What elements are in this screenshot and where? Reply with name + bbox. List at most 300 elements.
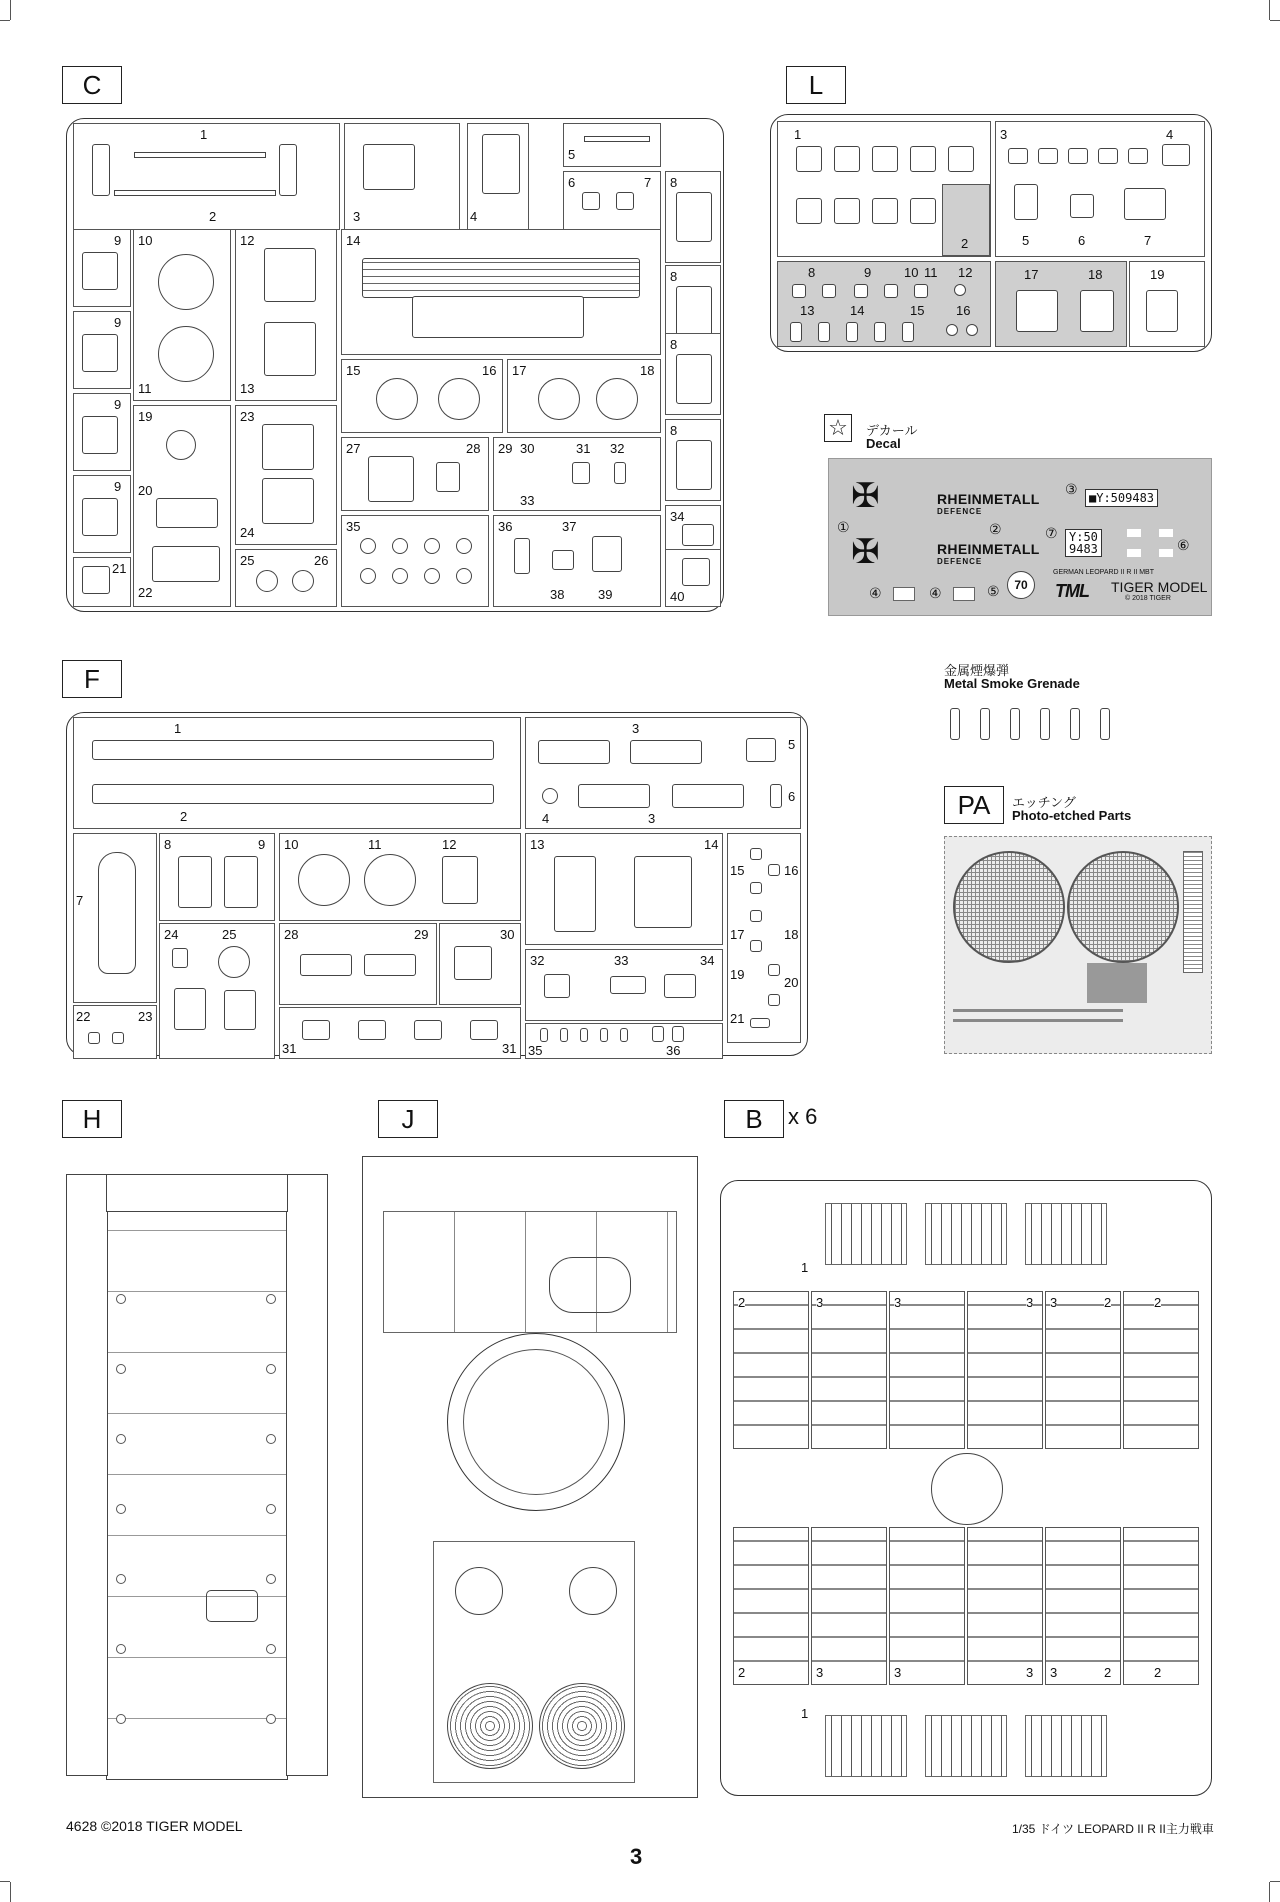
part-c35-roller	[424, 538, 440, 554]
sprue-c-cell-1-2	[73, 123, 340, 230]
part-number: 14	[346, 233, 361, 248]
part-number: 2	[738, 1665, 746, 1680]
part-c21	[82, 566, 110, 594]
part-l3	[1068, 148, 1088, 164]
part-c15-hub	[376, 378, 418, 420]
sprue-f-label: F	[62, 660, 122, 698]
part-c5-gun	[584, 136, 650, 142]
part-c35-roller	[360, 538, 376, 554]
part-l10	[884, 284, 898, 298]
track-cell	[889, 1527, 965, 1685]
part-number: 17	[1024, 267, 1039, 282]
track-cell	[889, 1291, 965, 1449]
track-link-row	[825, 1715, 907, 1777]
sprue-c-cell-23-24	[235, 405, 337, 545]
fan-grille-left	[447, 1683, 533, 1769]
part-f36	[672, 1026, 684, 1042]
part-l6	[1070, 194, 1094, 218]
part-number: 32	[530, 953, 545, 968]
part-c8	[676, 440, 712, 490]
hull-suspension-mount	[116, 1364, 126, 1374]
part-l1	[834, 146, 860, 172]
part-c11-ring	[158, 326, 214, 382]
track-cell	[967, 1291, 1043, 1449]
part-c12	[264, 248, 316, 302]
brand-main: RHEINMETALL	[937, 491, 1040, 507]
part-number: 2	[1104, 1295, 1112, 1310]
part-l16	[946, 324, 958, 336]
part-f8	[178, 856, 212, 908]
sprue-c-label: C	[62, 66, 122, 104]
part-number: 8	[670, 269, 678, 284]
track-cell	[1045, 1291, 1121, 1449]
brand-sub: DEFENCE	[937, 557, 983, 566]
part-l1	[796, 198, 822, 224]
part-number: 3	[894, 1295, 902, 1310]
part-number: 30	[520, 441, 535, 456]
part-number: 20	[784, 975, 799, 990]
decal-marker: ①	[837, 519, 850, 535]
hull-suspension-mount	[116, 1434, 126, 1444]
sprue-f-cell-31	[279, 1007, 521, 1059]
part-number: 17	[730, 927, 745, 942]
page-number: 3	[630, 1844, 643, 1869]
smoke-grenade-part	[980, 708, 990, 740]
part-number: 29	[414, 927, 429, 942]
part-l1	[872, 198, 898, 224]
track-cell	[1123, 1291, 1199, 1449]
decal-logo-text: TIGER MODEL	[1111, 579, 1208, 595]
hull-floor	[106, 1210, 288, 1780]
part-number: 29	[498, 441, 513, 456]
part-number: 13	[800, 303, 815, 318]
hull-hatch	[206, 1590, 258, 1622]
part-l8	[792, 284, 806, 298]
decal-plate	[1065, 529, 1102, 557]
part-c3	[363, 144, 415, 190]
part-number: 24	[240, 525, 255, 540]
part-number: 31	[576, 441, 591, 456]
sprue-l-cell-3-7	[995, 121, 1205, 257]
sprue-b-frame	[720, 1180, 1212, 1796]
part-f29	[364, 954, 416, 976]
sprue-f-cell-15-21	[727, 833, 801, 1043]
part-c14-hull-lower	[412, 296, 584, 338]
sprue-b-multiplier: x 6	[788, 1104, 818, 1129]
decal-small-mark	[953, 587, 975, 601]
part-c35-roller	[360, 568, 376, 584]
part-c1-rod	[134, 152, 266, 158]
sprue-h-label: H	[62, 1100, 122, 1138]
sprue-c-cell-9	[73, 311, 131, 389]
sprue-f-frame	[66, 712, 808, 1056]
part-number: 28	[466, 441, 481, 456]
part-number: 16	[956, 303, 971, 318]
part-c25	[256, 570, 278, 592]
part-number: 2	[209, 209, 217, 224]
part-number: 5	[788, 737, 796, 752]
part-l3	[1038, 148, 1058, 164]
part-number: 9	[258, 837, 266, 852]
part-number: 32	[610, 441, 625, 456]
decal-marker: ②	[989, 521, 1002, 537]
track-link-row	[1025, 1203, 1107, 1265]
part-c35-roller	[456, 568, 472, 584]
sprue-l-cell-1-2	[777, 121, 991, 257]
turret-ring-inner	[463, 1349, 609, 1495]
part-c-bracket	[92, 144, 110, 196]
sprue-f-cell-8-9	[159, 833, 275, 921]
drivers-hatch	[549, 1257, 631, 1313]
part-c36	[514, 538, 530, 574]
part-number: 3	[816, 1665, 824, 1680]
part-number: 10	[904, 265, 919, 280]
part-l2-area	[942, 184, 990, 256]
part-f12	[442, 856, 478, 904]
part-number: 1	[174, 721, 182, 736]
part-c8	[676, 286, 712, 336]
decal-white-strip	[1127, 529, 1141, 537]
part-f7-mantlet	[98, 852, 136, 974]
part-number: 24	[164, 927, 179, 942]
track-cell	[1045, 1527, 1121, 1685]
part-number: 30	[500, 927, 515, 942]
part-number: 9	[114, 397, 122, 412]
part-f20	[768, 994, 780, 1006]
crop-mark	[0, 1881, 10, 1882]
part-f31	[358, 1020, 386, 1040]
part-l13	[790, 322, 802, 342]
sprue-c-cell-19-20	[133, 405, 231, 607]
sprue-f-cell-7	[73, 833, 157, 1003]
part-f34	[664, 974, 696, 998]
part-c35-roller	[392, 568, 408, 584]
part-f26	[174, 988, 206, 1030]
sprue-c-cell-25-26	[235, 549, 337, 607]
sprue-f-cell-10-12	[279, 833, 521, 921]
decal-marker: ③	[1065, 481, 1078, 497]
part-f30	[454, 946, 492, 980]
part-l5	[1014, 184, 1038, 220]
hull-suspension-mount	[266, 1504, 276, 1514]
part-number: 3	[1050, 1665, 1058, 1680]
part-c2-rod	[114, 190, 276, 196]
part-f3-link	[672, 784, 744, 808]
part-number: 1	[801, 1260, 809, 1275]
part-number: 17	[512, 363, 527, 378]
part-number: 2	[738, 1295, 746, 1310]
hull-suspension-mount	[266, 1364, 276, 1374]
part-c8	[676, 354, 712, 404]
sprue-c-cell-9	[73, 475, 131, 553]
part-number: 2	[180, 809, 188, 824]
part-number: 1	[794, 127, 802, 142]
part-l3	[1098, 148, 1118, 164]
part-number: 25	[240, 553, 255, 568]
sprue-c-cell-5	[563, 123, 661, 167]
sprue-f-cell-22-23	[73, 1005, 157, 1059]
part-number: 3	[1050, 1295, 1058, 1310]
part-l1	[948, 146, 974, 172]
part-c-bracket	[279, 144, 297, 196]
sprue-c-cell-27-28	[341, 437, 489, 511]
crop-mark	[1269, 1882, 1270, 1902]
part-number: 12	[240, 233, 255, 248]
pe-grille-strip	[1183, 851, 1203, 973]
photoetch-label: PA	[944, 786, 1004, 824]
pe-mesh-screen	[1067, 851, 1179, 963]
part-c9-wheel-arm	[82, 252, 118, 290]
part-number: 9	[114, 315, 122, 330]
track-cell	[733, 1291, 809, 1449]
part-c4	[482, 134, 520, 194]
part-f3-link	[538, 740, 610, 764]
part-c22	[152, 546, 220, 582]
part-l8	[822, 284, 836, 298]
part-number: 39	[598, 587, 613, 602]
part-c9-wheel-arm	[82, 334, 118, 372]
part-number: 11	[138, 381, 152, 396]
part-number: 15	[910, 303, 925, 318]
crop-mark	[0, 20, 10, 21]
smoke-grenade-part	[1040, 708, 1050, 740]
decal-star-icon: ☆	[824, 414, 852, 442]
part-f5	[746, 738, 776, 762]
part-l16	[966, 324, 978, 336]
part-f24	[172, 948, 188, 968]
part-l15	[902, 322, 914, 342]
part-c19	[166, 430, 196, 460]
sprue-c-cell-8	[665, 171, 721, 263]
part-l3	[1128, 148, 1148, 164]
part-l11	[914, 284, 928, 298]
decal-title-en: Decal	[866, 436, 901, 451]
decal-brand	[937, 541, 1040, 566]
part-c8	[676, 192, 712, 242]
part-c17-hub	[538, 378, 580, 420]
decal-white-strip	[1159, 549, 1173, 557]
pe-rail	[953, 1019, 1123, 1022]
smoke-grenade-part	[1100, 708, 1110, 740]
part-number: 35	[528, 1043, 543, 1058]
part-number: 11	[368, 837, 382, 852]
brand-main: RHEINMETALL	[937, 541, 1040, 557]
part-number: 7	[76, 893, 84, 908]
decal-marker: ④	[869, 585, 882, 601]
hull-suspension-mount	[116, 1644, 126, 1654]
part-f33	[610, 976, 646, 994]
part-c13	[264, 322, 316, 376]
part-number: 6	[1078, 233, 1086, 248]
sprue-f-cell-32-34	[525, 949, 723, 1021]
sprue-c-cell-15-16	[341, 359, 503, 433]
photoetch-title-en: Photo-etched Parts	[1012, 808, 1132, 823]
decal-marker: ⑥	[1177, 537, 1190, 553]
part-number: 2	[961, 236, 969, 251]
decal-small-mark	[893, 587, 915, 601]
part-c6	[582, 192, 600, 210]
part-number: 18	[640, 363, 655, 378]
part-number: 20	[138, 483, 153, 498]
part-number: 35	[346, 519, 361, 534]
part-number: 22	[138, 585, 153, 600]
part-number: 3	[816, 1295, 824, 1310]
sprue-f-cell-35-36	[525, 1023, 723, 1059]
track-link-row	[1025, 1715, 1107, 1777]
footer-left: 4628 ©2018 TIGER MODEL	[66, 1818, 243, 1834]
sprue-c-cell-21-22	[73, 557, 131, 607]
part-number: 16	[784, 863, 799, 878]
pe-rail	[953, 1009, 1123, 1012]
sprue-c-cell-10-11	[133, 229, 231, 401]
part-number: 14	[704, 837, 719, 852]
part-number: 9	[114, 479, 122, 494]
decal-product-line: GERMAN LEOPARD II R II MBT	[1053, 569, 1154, 576]
sprue-c-cell-9	[73, 229, 131, 307]
hull-suspension-mount	[266, 1434, 276, 1444]
hull-suspension-mount	[116, 1504, 126, 1514]
part-number: 8	[670, 175, 678, 190]
part-f35	[540, 1028, 548, 1042]
decal-plate: ■Y:509483	[1085, 489, 1158, 507]
sprue-l-label: L	[786, 66, 846, 104]
part-number: 10	[284, 837, 299, 852]
sprue-j-hull	[362, 1156, 698, 1798]
part-number: 34	[700, 953, 715, 968]
part-number: 2	[1154, 1295, 1162, 1310]
part-c10-ring	[158, 254, 214, 310]
part-f36	[652, 1026, 664, 1042]
part-c16-hub	[438, 378, 480, 420]
part-number: 23	[138, 1009, 153, 1024]
hull-suspension-mount	[266, 1714, 276, 1724]
sprue-l-cell-19	[1129, 261, 1205, 347]
part-number: 16	[482, 363, 497, 378]
part-number: 11	[924, 265, 938, 280]
sprue-l-cell-17-18	[995, 261, 1127, 347]
decal-marker: ⑤	[987, 583, 1000, 599]
part-number: 15	[346, 363, 361, 378]
part-l1	[910, 146, 936, 172]
part-number: 19	[730, 967, 745, 982]
hull-side-left	[66, 1174, 108, 1776]
part-number: 7	[644, 175, 652, 190]
sprue-c-cell-40	[665, 549, 721, 607]
part-number: 8	[164, 837, 172, 852]
sprue-c-cell-9	[73, 393, 131, 471]
sprue-f-cell-30	[439, 923, 521, 1005]
smoke-title-en: Metal Smoke Grenade	[944, 676, 1080, 691]
decal-white-strip	[1127, 549, 1141, 557]
part-number: 12	[442, 837, 457, 852]
part-number: 2	[1154, 1665, 1162, 1680]
part-number: 23	[240, 409, 255, 424]
smoke-title-jp: 金属煙爆弾	[944, 663, 1010, 678]
part-number: 38	[550, 587, 565, 602]
sprue-b-hub	[931, 1453, 1003, 1525]
decal-brand	[937, 491, 1040, 516]
part-f31	[414, 1020, 442, 1040]
part-f25	[218, 946, 250, 978]
decal-white-strip	[1159, 529, 1173, 537]
part-number: 33	[614, 953, 629, 968]
part-number: 13	[530, 837, 545, 852]
sprue-h-hull	[66, 1174, 326, 1794]
part-number: 9	[114, 233, 122, 248]
part-number: 28	[284, 927, 299, 942]
part-l14	[846, 322, 858, 342]
part-f6	[770, 784, 782, 808]
part-l9	[854, 284, 868, 298]
smoke-grenade-part	[950, 708, 960, 740]
part-number: 19	[1150, 267, 1165, 282]
part-number: 4	[470, 209, 478, 224]
hull-suspension-mount	[116, 1714, 126, 1724]
part-l15	[874, 322, 886, 342]
decal-badge: 70	[1007, 571, 1035, 599]
part-number: 9	[864, 265, 872, 280]
part-number: 37	[562, 519, 577, 534]
part-number: 36	[498, 519, 513, 534]
part-number: 13	[240, 381, 255, 396]
sprue-c-cell-17-18	[507, 359, 661, 433]
part-number: 15	[730, 863, 745, 878]
part-c14-hull-front	[362, 258, 640, 298]
smoke-grenade-part	[1070, 708, 1080, 740]
part-f18	[750, 940, 762, 952]
part-number: 27	[346, 441, 361, 456]
sprue-f-cell-1-2	[73, 717, 521, 829]
part-f14	[634, 856, 692, 928]
part-f35	[600, 1028, 608, 1042]
part-number: 18	[1088, 267, 1103, 282]
crop-mark	[1270, 1881, 1280, 1882]
part-number: 36	[666, 1043, 681, 1058]
part-c23	[262, 424, 314, 470]
part-number: 34	[670, 509, 685, 524]
part-number: 21	[730, 1011, 745, 1026]
iron-cross-icon: ✠	[851, 533, 880, 571]
sprue-c-cell-36-39	[493, 515, 661, 607]
part-number: 1	[200, 127, 208, 142]
part-c27	[368, 456, 414, 502]
part-c32	[614, 462, 626, 484]
engine-hatch	[569, 1567, 617, 1615]
sprue-c-cell-14	[341, 229, 661, 355]
part-l1	[834, 198, 860, 224]
crop-mark	[10, 1882, 11, 1902]
track-link-row	[825, 1203, 907, 1265]
part-c24	[262, 478, 314, 524]
part-number: 31	[502, 1041, 517, 1056]
part-c40	[682, 558, 710, 586]
part-c39	[592, 536, 622, 572]
part-c35-roller	[456, 538, 472, 554]
sprue-c-cell-12-13	[235, 229, 337, 401]
sprue-c-cell-3-4	[344, 123, 460, 230]
part-number: 21	[112, 561, 127, 576]
part-f35	[560, 1028, 568, 1042]
track-cell	[811, 1291, 887, 1449]
part-number: 10	[138, 233, 153, 248]
part-f4	[542, 788, 558, 804]
part-l18	[1080, 290, 1114, 332]
part-number: 40	[670, 589, 685, 604]
part-c18-hub	[596, 378, 638, 420]
part-l12	[954, 284, 966, 296]
part-number: 8	[808, 265, 816, 280]
part-l14	[818, 322, 830, 342]
